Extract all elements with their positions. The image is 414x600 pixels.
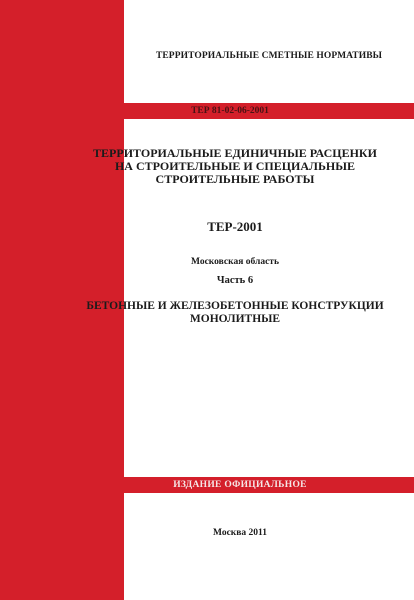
section-title — [80, 300, 390, 326]
series-header: ТЕРРИТОРИАЛЬНЫЕ СМЕТНЫЕ НОРМАТИВЫ — [155, 51, 383, 61]
section-title-line: БЕТОННЫЕ И ЖЕЛЕЗОБЕТОННЫЕ КОНСТРУКЦИИ — [86, 300, 384, 312]
official-edition-label: ИЗДАНИЕ ОФИЦИАЛЬНОЕ — [173, 480, 307, 490]
section-title-line: МОНОЛИТНЫЕ — [189, 313, 281, 325]
city-year: Москва 2011 — [212, 528, 267, 538]
ter-code: ТЕР-2001 — [207, 219, 263, 234]
main-title-line: СТРОИТЕЛЬНЫЕ РАБОТЫ — [155, 172, 315, 186]
part-label: Часть 6 — [216, 275, 254, 286]
main-title — [80, 147, 390, 186]
main-title-line: ТЕРРИТОРИАЛЬНЫЕ ЕДИНИЧНЫЕ РАСЦЕНКИ — [93, 146, 377, 160]
main-title-line: НА СТРОИТЕЛЬНЫЕ И СПЕЦИАЛЬНЫЕ — [114, 159, 356, 173]
doc-code: ТЕР 81-02-06-2001 — [191, 106, 269, 116]
region-label: Московская область — [191, 257, 279, 267]
